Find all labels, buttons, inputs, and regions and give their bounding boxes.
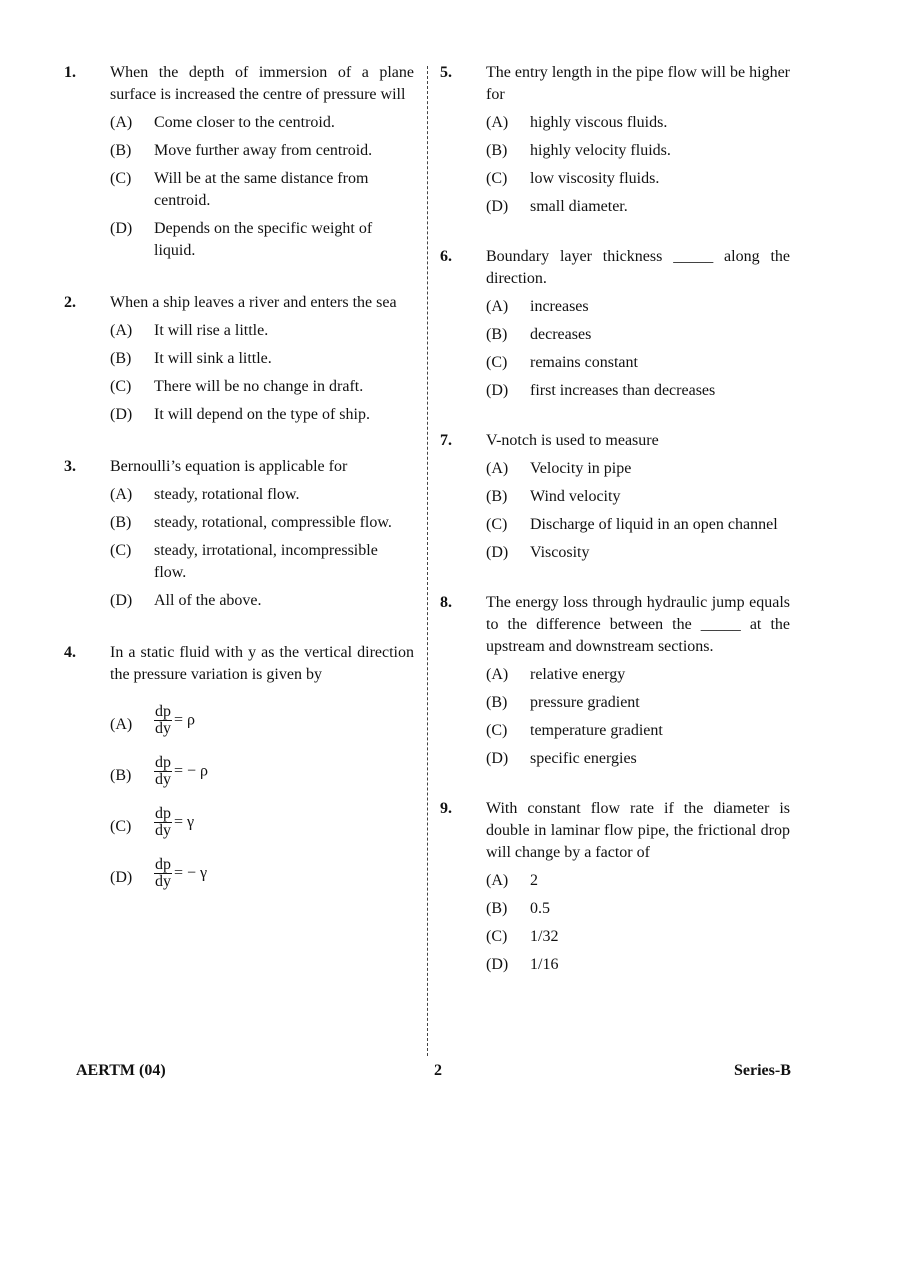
formula [154, 755, 414, 788]
option-label: (D) [486, 198, 509, 215]
option-text: temperature gradient [530, 722, 663, 739]
option-text: There will be no change in draft. [154, 378, 364, 395]
option-label: (C) [110, 818, 132, 835]
option-label: (B) [486, 326, 508, 343]
option-label: (A) [110, 486, 133, 503]
option [486, 140, 790, 162]
option [110, 512, 414, 534]
question-number: 5. [440, 64, 452, 81]
right-column [440, 62, 790, 1004]
question-number: 2. [64, 294, 76, 311]
option-text: pressure gradient [530, 694, 640, 711]
option-label: (C) [110, 378, 132, 395]
option [486, 380, 790, 402]
option-label: (C) [486, 928, 508, 945]
fraction-denominator: dy [155, 771, 171, 788]
option-label: (C) [110, 542, 132, 559]
option-label: (C) [486, 170, 508, 187]
option-text: It will rise a little. [154, 322, 269, 339]
fraction [154, 704, 172, 737]
option [486, 112, 790, 134]
option-list [486, 870, 790, 976]
option-label: (A) [110, 322, 133, 339]
option-text: Will be at the same distance from centroid. [154, 170, 369, 209]
formula [154, 857, 414, 890]
fraction-numerator: dp [155, 856, 171, 873]
formula [154, 806, 414, 839]
option [486, 324, 790, 346]
question-text: V-notch is used to measure [486, 432, 659, 449]
option-label: (B) [110, 767, 132, 784]
option [486, 458, 790, 480]
option-list [486, 296, 790, 402]
option-label: (D) [110, 220, 133, 237]
option-text: steady, rotational flow. [154, 486, 300, 503]
formula-rhs: = − γ [174, 864, 208, 882]
option-label: (A) [110, 716, 133, 733]
option-label: (B) [486, 488, 508, 505]
option-label: (C) [110, 170, 132, 187]
option-text: highly viscous fluids. [530, 114, 668, 131]
option-text: small diameter. [530, 198, 628, 215]
option [110, 755, 414, 788]
option-label: (C) [486, 516, 508, 533]
question-number: 4. [64, 644, 76, 661]
option-list [486, 112, 790, 218]
question [64, 292, 414, 426]
option-text: Wind velocity [530, 488, 621, 505]
fraction-denominator: dy [155, 720, 171, 737]
formula-rhs: = − ρ [174, 762, 209, 780]
option-text: 1/16 [530, 956, 559, 973]
option-text: highly velocity fluids. [530, 142, 671, 159]
option-label: (C) [486, 354, 508, 371]
fraction [154, 857, 172, 890]
option-label: (A) [110, 114, 133, 131]
option-label: (B) [110, 142, 132, 159]
question-text: The energy loss through hydraulic jump equals to the difference between the _____ at the upstream and downstream sections. [486, 594, 790, 655]
option-list [110, 112, 414, 262]
option [110, 376, 414, 398]
question-text: In a static fluid with y as the vertical direction the pressure variation is given by [110, 644, 414, 683]
option-label: (A) [486, 666, 509, 683]
option-text: Move further away from centroid. [154, 142, 373, 159]
option [486, 720, 790, 742]
option-text: It will sink a little. [154, 350, 272, 367]
question-number: 1. [64, 64, 76, 81]
option-text: Viscosity [530, 544, 590, 561]
option-label: (D) [110, 406, 133, 423]
option-label: (A) [486, 872, 509, 889]
option-label: (A) [486, 298, 509, 315]
option-text: Come closer to the centroid. [154, 114, 335, 131]
option [110, 218, 414, 262]
question-number: 3. [64, 458, 76, 475]
option [486, 168, 790, 190]
option [110, 704, 414, 737]
question-number: 8. [440, 594, 452, 611]
option [110, 484, 414, 506]
fraction-numerator: dp [155, 754, 171, 771]
option-label: (B) [486, 142, 508, 159]
option-text: 2 [530, 872, 538, 889]
question-text: When a ship leaves a river and enters the sea [110, 294, 397, 311]
option-list [486, 458, 790, 564]
question [64, 62, 414, 262]
option-text: Discharge of liquid in an open channel [530, 516, 778, 533]
option [486, 898, 790, 920]
fraction-numerator: dp [155, 703, 171, 720]
formula-rhs: = ρ [174, 711, 196, 729]
question-text: Bernoulli’s equation is applicable for [110, 458, 348, 475]
option [110, 590, 414, 612]
formula-rhs: = γ [174, 813, 195, 831]
option-label: (D) [486, 750, 509, 767]
question [440, 592, 790, 770]
option [110, 320, 414, 342]
option-text: 1/32 [530, 928, 559, 945]
column-divider [427, 66, 428, 1056]
option-text: 0.5 [530, 900, 550, 917]
option-text: steady, irrotational, incompressible flow. [154, 542, 378, 581]
option [110, 168, 414, 212]
option [110, 112, 414, 134]
option [110, 404, 414, 426]
option-text: All of the above. [154, 592, 262, 609]
series-label: Series-B [734, 1062, 791, 1079]
question [440, 798, 790, 976]
fraction-denominator: dy [155, 822, 171, 839]
option-text: remains constant [530, 354, 638, 371]
option [486, 926, 790, 948]
option-label: (D) [486, 544, 509, 561]
option-text: increases [530, 298, 589, 315]
question [64, 456, 414, 612]
option-text: Velocity in pipe [530, 460, 632, 477]
question-number: 7. [440, 432, 452, 449]
option-label: (D) [110, 869, 133, 886]
option-list [486, 664, 790, 770]
option [486, 870, 790, 892]
option [486, 296, 790, 318]
option-text: first increases than decreases [530, 382, 716, 399]
option-label: (B) [110, 350, 132, 367]
fraction [154, 806, 172, 839]
fraction-numerator: dp [155, 805, 171, 822]
option-label: (A) [486, 114, 509, 131]
option-label: (A) [486, 460, 509, 477]
option-list [110, 484, 414, 612]
option-text: It will depend on the type of ship. [154, 406, 370, 423]
option-label: (D) [110, 592, 133, 609]
option [486, 664, 790, 686]
option-label: (B) [486, 694, 508, 711]
option [486, 486, 790, 508]
option [486, 748, 790, 770]
option [486, 692, 790, 714]
option-label: (C) [486, 722, 508, 739]
option [486, 954, 790, 976]
option [486, 196, 790, 218]
option [110, 857, 414, 890]
option-label: (D) [486, 382, 509, 399]
option-label: (D) [486, 956, 509, 973]
question-number: 9. [440, 800, 452, 817]
option [486, 352, 790, 374]
option [486, 514, 790, 536]
question [64, 642, 414, 890]
option-text: Depends on the specific weight of liquid. [154, 220, 373, 259]
option-text: specific energies [530, 750, 637, 767]
option [110, 540, 414, 584]
option-text: low viscosity fluids. [530, 170, 660, 187]
option-text: decreases [530, 326, 592, 343]
option [486, 542, 790, 564]
option-text: relative energy [530, 666, 626, 683]
option [110, 806, 414, 839]
fraction [154, 755, 172, 788]
option-label: (B) [110, 514, 132, 531]
question [440, 62, 790, 218]
left-column [64, 62, 414, 920]
page-number: 2 [434, 1062, 442, 1079]
question-text: With constant flow rate if the diameter is double in laminar flow pipe, the frictional drop will change by a factor of [486, 800, 790, 861]
question [440, 246, 790, 402]
option-label: (B) [486, 900, 508, 917]
question-number: 6. [440, 248, 452, 265]
option [110, 348, 414, 370]
option [110, 140, 414, 162]
fraction-denominator: dy [155, 873, 171, 890]
question-text: Boundary layer thickness _____ along the direction. [486, 248, 790, 287]
question-text: The entry length in the pipe flow will be higher for [486, 64, 790, 103]
option-text: steady, rotational, compressible flow. [154, 514, 392, 531]
option-list [110, 320, 414, 426]
formula [154, 704, 414, 737]
question-text: When the depth of immersion of a plane surface is increased the centre of pressure will [110, 64, 414, 103]
paper-code: AERTM (04) [76, 1062, 166, 1079]
question [440, 430, 790, 564]
option-list [110, 704, 414, 890]
